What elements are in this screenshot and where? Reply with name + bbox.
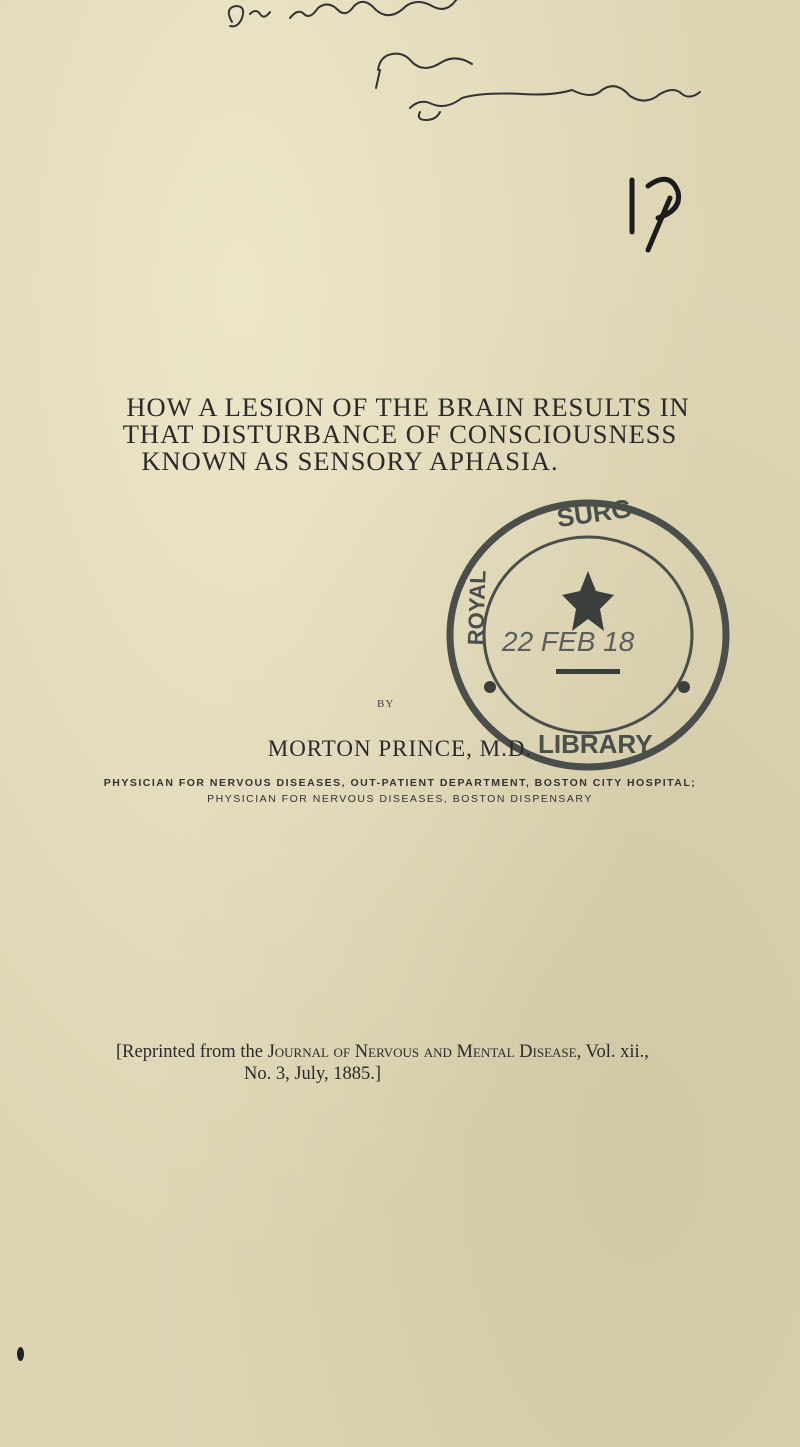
by-label: BY bbox=[377, 698, 395, 710]
title-line-3: KNOWN AS SENSORY APHASIA. bbox=[141, 446, 559, 476]
handwritten-inscription bbox=[0, 0, 800, 280]
reprint-issue-date: No. 3, July, 1885.] bbox=[244, 1064, 382, 1084]
title-line-1: HOW A LESION OF THE BRAIN RESULTS IN bbox=[126, 392, 690, 422]
author-affiliation-line-1: PHYSICIAN FOR NERVOUS DISEASES, OUT-PATIENT DEPARTMENT, BOSTON CITY HOSPITAL; bbox=[103, 777, 697, 789]
document-title bbox=[0, 394, 800, 475]
reprint-volume: , Vol. xii., bbox=[576, 1042, 649, 1062]
author-name: MORTON PRINCE, M.D. bbox=[267, 736, 533, 761]
ink-mark bbox=[17, 1347, 24, 1361]
svg-text:22 FEB 18: 22 FEB 18 bbox=[502, 626, 635, 657]
title-line-2: THAT DISTURBANCE OF CONSCIOUSNESS bbox=[122, 419, 678, 449]
reprint-notice bbox=[116, 1041, 776, 1085]
journal-name: Journal of Nervous and Mental Disease bbox=[267, 1042, 577, 1062]
reprint-prefix: [Reprinted from the bbox=[116, 1042, 268, 1062]
svg-text:SURG: SURG bbox=[554, 493, 634, 534]
svg-text:ROYAL: ROYAL bbox=[462, 569, 491, 646]
library-stamp bbox=[438, 493, 738, 776]
author-affiliation-line-2: PHYSICIAN FOR NERVOUS DISEASES, BOSTON DISPENSARY bbox=[207, 793, 593, 805]
svg-text:LIBRARY: LIBRARY bbox=[538, 729, 653, 759]
